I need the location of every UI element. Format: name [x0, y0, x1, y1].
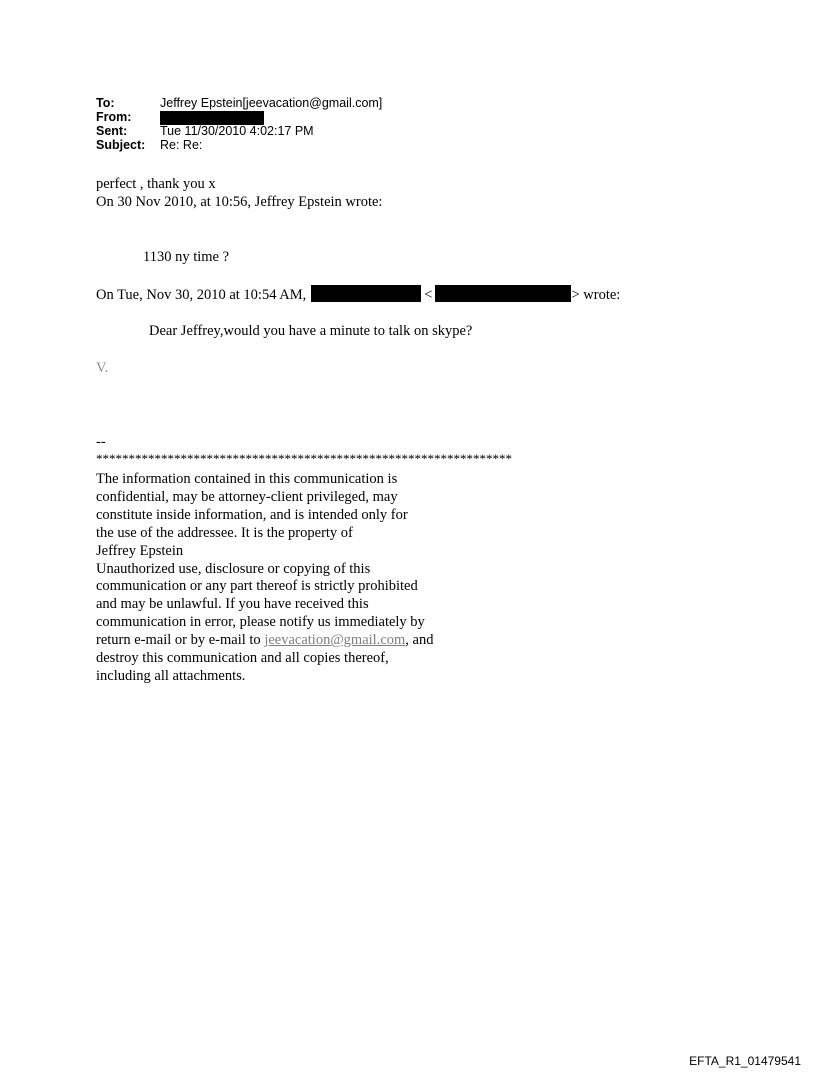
- disclaimer-line: communication in error, please notify us immediately by: [96, 614, 425, 631]
- document-id: EFTA_R1_01479541: [689, 1054, 801, 1068]
- to-value: Jeffrey Epstein[jeevacation@gmail.com]: [160, 96, 383, 110]
- disclaimer-line: confidential, may be attorney-client privileged, may: [96, 488, 398, 505]
- body-line-1: perfect , thank you x: [96, 176, 216, 192]
- disclaimer-line: including all attachments.: [96, 667, 246, 684]
- to-row: [96, 97, 382, 111]
- disclaimer-line: Unauthorized use, disclosure or copying of this: [96, 560, 371, 577]
- redaction-box: [311, 285, 421, 302]
- separator-dashes: --: [96, 434, 106, 450]
- disclaimer-text: , and: [405, 632, 434, 649]
- disclaimer-line: destroy this communication and all copies thereof,: [96, 650, 389, 667]
- disclaimer-line: Jeffrey Epstein: [96, 542, 184, 559]
- reply-skype: Dear Jeffrey,would you have a minute to talk on skype?: [149, 323, 473, 339]
- subject-value: Re: Re:: [160, 138, 203, 152]
- from-label: From:: [96, 110, 132, 124]
- disclaimer: [96, 471, 516, 686]
- email-link[interactable]: jeevacation@gmail.com: [264, 632, 406, 649]
- disclaimer-line: communication or any part thereof is strictly prohibited: [96, 578, 418, 595]
- subject-row: [96, 139, 382, 153]
- sent-label: Sent:: [96, 124, 128, 138]
- signature: V.: [96, 360, 109, 376]
- disclaimer-line: constitute inside information, and is intended only for: [96, 506, 408, 523]
- disclaimer-line: the use of the addressee. It is the property of: [96, 524, 353, 541]
- separator-stars: ****************************************************************: [96, 451, 512, 466]
- quote-header: [96, 285, 620, 304]
- quote-suffix: > wrote:: [571, 287, 621, 303]
- subject-label: Subject:: [96, 138, 146, 152]
- body-line-2: On 30 Nov 2010, at 10:56, Jeffrey Epstein wrote:: [96, 194, 383, 210]
- sent-value: Tue 11/30/2010 4:02:17 PM: [160, 124, 314, 138]
- from-row: [96, 111, 382, 125]
- reply-1130: 1130 ny time ?: [143, 249, 230, 265]
- redaction-box: [435, 285, 571, 302]
- redaction-box: [160, 111, 264, 125]
- disclaimer-line: The information contained in this communication is: [96, 471, 398, 487]
- disclaimer-line: [96, 632, 516, 650]
- email-header: [96, 97, 382, 153]
- to-label: To:: [96, 96, 115, 110]
- quote-prefix: On Tue, Nov 30, 2010 at 10:54 AM,: [96, 287, 307, 303]
- quote-lt: <: [424, 287, 433, 303]
- disclaimer-text: return e-mail or by e-mail to: [96, 632, 265, 649]
- sent-row: [96, 125, 382, 139]
- disclaimer-line: and may be unlawful. If you have received this: [96, 596, 369, 613]
